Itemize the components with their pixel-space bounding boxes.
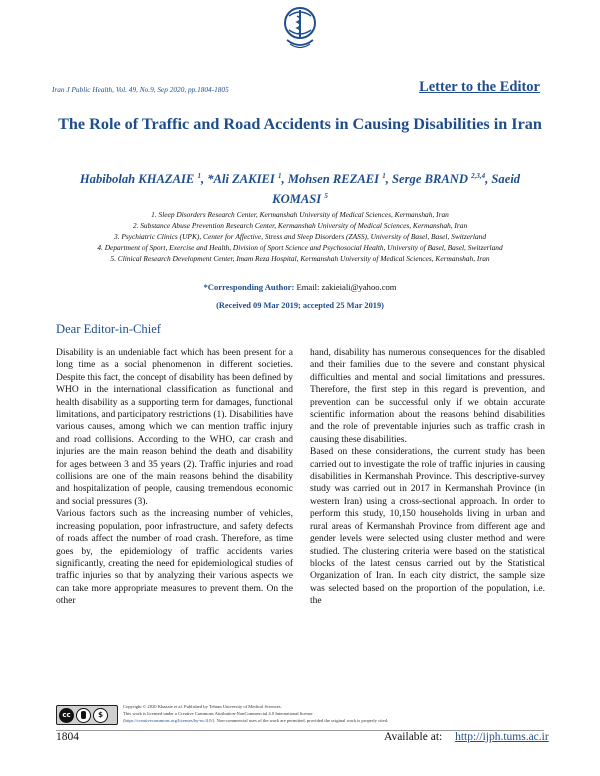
body-column-left — [56, 347, 293, 608]
author-affiliation-ref: 1 — [197, 172, 201, 180]
author-name: *Ali ZAKIEI — [207, 172, 275, 187]
section-type-heading: Letter to the Editor — [419, 79, 540, 95]
body-paragraph: hand, disability has numerous consequences for the disabled and their families due to the severe and constant physical difficulties and mental and social limitations and pressures. Therefore, the first step in this regard is prevention, and prevention can be successful only if we obtain accurate scientific information about the reasons behind disabilities and the role of preventable injuries such as traffic crash in causing these disabilities. — [310, 348, 545, 445]
availability-line — [384, 731, 549, 743]
received-accepted-dates: (Received 09 Mar 2019; accepted 25 Mar 2019) — [216, 301, 384, 310]
salutation-heading: Dear Editor-in-Chief — [56, 322, 162, 336]
by-attribution-icon — [76, 708, 91, 723]
license-terms-text: Non-commercial uses of the work are permitted, provided the original work is properly cited. — [216, 718, 389, 723]
author-affiliation-ref: 1 — [277, 172, 282, 180]
body-paragraph: Based on these considerations, the current study has been carried out to investigate the role of traffic injuries in causing disabilities in Kermanshah Province. This descriptive-survey study was carried out in 2017 in Kermanshah Province (in western Iran) using a cross-sectional approach. In order to perform this study, 10,150 households living in urban and rural areas of Kermanshah Province from different age and gender levels were selected using cluster method and were studied. The clustering criteria were based on the statistical blocks of the latest census carried out by the Statistical Organization of Iran. In each city district, the sample size was selected based on the proportion of the population, i.e. the — [310, 447, 545, 607]
license-line: This work is licensed under a Creative Commons Attribution-NonCommercial 4.0 International license — [123, 711, 313, 716]
page-number: 1804 — [56, 731, 79, 743]
cc-by-nc-icon[interactable] — [56, 705, 118, 725]
copyright-line: Copyright © 2020 Khazaie et al. Published by Tehran University of Medical Sciences. — [123, 704, 282, 709]
body-paragraph: Disability is an undeniable fact which has been present for a long time as a social phenomenon in different societies. Despite this fact, the concept of disability has been defined by WHO in the international classification as functional and health disability as a supporting term for damages, functional limitations, and participatory restrictions (1). Disabilities have various causes, among which we can mention traffic injury and road collisions. According to the WHO, car crash and injuries are the main reason behind the death and disability for ages between 3 and 35 years (2). Traffic injuries and road collisions are one of the main reasons behind the disability and hospitalization of people, causing tremendous economic and social pressures (3). — [56, 348, 293, 507]
affiliation-item: 2. Substance Abuse Prevention Research Center, Kermanshah University of Medical Sciences, Kermanshah, Iran — [132, 220, 468, 230]
journal-url-link[interactable]: http://ijph.tums.ac.ir — [455, 731, 549, 743]
affiliation-item: 5. Clinical Research Development Center, Imam Reza Hospital, Kermanshah University of Medical Sciences, Kermanshah, Iran — [110, 253, 490, 263]
author-name: Habibolah KHAZAIE — [79, 172, 195, 187]
author-name: Mohsen REZAEI — [287, 172, 380, 187]
article-title: The Role of Traffic and Road Accidents in Causing Disabilities in Iran — [58, 115, 542, 133]
affiliation-item: 1. Sleep Disorders Research Center, Kermanshah University of Medical Sciences, Kermanshah, Iran — [151, 210, 449, 219]
author-affiliation-ref: 1 — [382, 172, 386, 180]
available-label: Available at: — [384, 731, 443, 743]
license-url-link[interactable]: (https://creativecommons.org/licenses/by-nc/4.0/). — [123, 718, 216, 723]
affiliation-item: 4. Department of Sport, Exercise and Health, Division of Sport Science and Psychosocial Health, University of Basel, Basel, Switzerland — [97, 242, 503, 252]
body-paragraph: Various factors such as the increasing number of vehicles, increasing population, poor infrastructure, and safety defects of roads affect the number of road crash. Therefore, as time goes by, the epidemiology of traffic accidents varies significantly, creating the need for epidemiological studies of traffic injuries so that by analyzing their various aspects we can take more appropriate measures to prevent them. On the other — [56, 509, 293, 607]
author-affiliation-ref: 2,3,4 — [471, 172, 486, 180]
author-name: Saeid KOMASI — [272, 172, 521, 207]
author-name: Serge BRAND — [392, 172, 468, 187]
noncommercial-icon: $ — [93, 708, 108, 723]
license-terms-line — [123, 717, 543, 724]
corresponding-author-label: *Corresponding Author: — [203, 282, 295, 292]
license-notice — [123, 703, 543, 724]
affiliation-item: 3. Psychiatric Clinics (UPK), Center for Affective, Stress and Sleep Disorders (ZASS), University of Basel, Basel, Switzerland — [113, 231, 487, 241]
corresponding-author-email[interactable]: Email: zakieiali@yahoo.com — [296, 282, 397, 292]
corresponding-author — [0, 282, 600, 292]
journal-logo-icon — [281, 4, 319, 52]
author-affiliation-ref: 5 — [324, 192, 328, 201]
affiliation-list — [30, 210, 570, 265]
author-list: Habibolah KHAZAIE $^1$, *Ali ZAKIEI $^1$, Mohsen REZAEI $^1$, Serge BRAND $^{2,3,4}$, Saeid KOMASI $^5$ — [79, 172, 521, 207]
body-column-right — [310, 347, 545, 608]
cc-icon: cc — [59, 708, 74, 723]
journal-citation: Iran J Public Health, Vol. 49, No.9, Sep 2020, pp.1804-1805 — [52, 85, 229, 94]
